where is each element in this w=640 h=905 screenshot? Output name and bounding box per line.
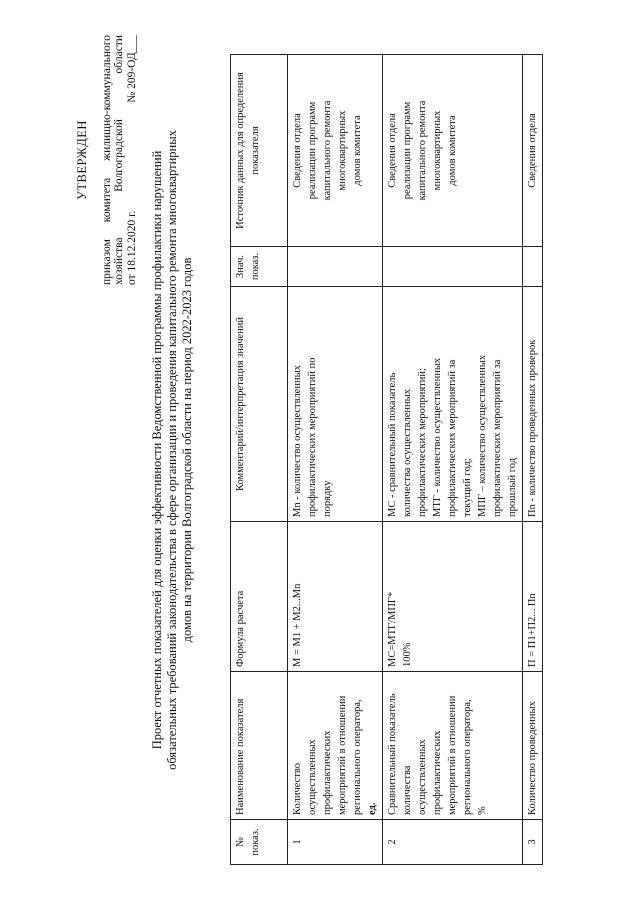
row-comment (383, 287, 523, 522)
cell-line: текущий год; (462, 458, 473, 517)
cell-line: 100% (402, 642, 413, 667)
row-num: 2 (383, 820, 523, 865)
cell-line: Пn - количество проведенных проверок (527, 339, 538, 517)
cell-line: Сведения отдела (292, 113, 303, 188)
header-source: Источник данных для определения показателя (231, 55, 288, 247)
title-line: обязательных требований законодательства в сфере организации и проведения капитального ремонта многоквартирных (165, 130, 179, 770)
cell-line: прошлый год (507, 457, 518, 517)
indicators-table (230, 54, 543, 865)
cell-line: домов комитета (352, 115, 363, 186)
row-formula (383, 522, 523, 672)
row-comment (288, 287, 383, 522)
header-formula: Формула расчета (231, 522, 288, 672)
cell-line: МТГ - количество осуществленных (432, 357, 443, 517)
row-value (383, 247, 523, 287)
cell-line: МПГ – количество осуществленных (477, 354, 488, 517)
cell-line: МС - сравнительный показатель (387, 372, 398, 517)
approval-heading: УТВЕРЖДЕН (75, 120, 89, 200)
cell-line: профилактических мероприятий за (492, 359, 503, 517)
approval-text: Волгоградской (113, 119, 125, 192)
cell-line: регионального оператора, (462, 699, 473, 815)
approval-line-3 (126, 35, 139, 285)
title-line: домов на территории Волгоградской области на период 2022-2023 годов (180, 257, 194, 643)
cell-line: реализации программ (307, 101, 318, 200)
approval-date: от 18.12.2020 г. (125, 210, 138, 285)
approval-block (76, 35, 138, 285)
cell-line: % (477, 806, 488, 815)
row-formula: М = М1 + М2...Мn (288, 522, 383, 672)
table-row (288, 55, 383, 865)
row-value (523, 247, 543, 287)
cell-line: домов комитета (447, 115, 458, 186)
cell-line: профилактических мероприятий по (307, 357, 318, 517)
row-source (288, 55, 383, 247)
cell-line: многоквартирных (337, 110, 348, 191)
cell-line: многоквартирных (432, 110, 443, 191)
header-num: № показ. (231, 820, 288, 865)
approval-text: приказом (100, 239, 113, 285)
approval-text: области (113, 35, 125, 74)
header-value: Знач. показ. (231, 247, 288, 287)
cell-line: мероприятий в отношении (447, 695, 458, 815)
cell-line: капитального ремонта (322, 100, 333, 201)
cell-line: Количество проведенных (527, 701, 538, 815)
header-name: Наименование показателя (231, 672, 288, 820)
row-source (383, 55, 523, 247)
cell-line: профилактических (322, 730, 333, 815)
cell-line: Количество (292, 762, 303, 815)
row-value (288, 247, 383, 287)
approval-line-2 (113, 35, 126, 285)
row-name (288, 672, 383, 820)
row-formula: П = П1+П2... Пn (523, 522, 543, 672)
title-line: Проект отчетных показателей для оценки эффективности Ведомственной программы профилактики нарушений (150, 150, 164, 750)
cell-line: порядку (322, 480, 333, 517)
cell-line: количества осуществленных (402, 389, 413, 517)
cell-line: мероприятий в отношении (337, 695, 348, 815)
cell-line: реализации программ (402, 101, 413, 200)
row-name (523, 672, 543, 820)
cell-line: профилактических (432, 730, 443, 815)
cell-line: осуществленных (307, 739, 318, 815)
cell-unit: ед. (367, 802, 378, 815)
approval-text: жилищно-коммунального (100, 35, 113, 161)
cell-line: профилактических мероприятий за (447, 359, 458, 517)
cell-line: Мn - количество осуществленных (292, 365, 303, 517)
cell-line: количества (402, 765, 413, 815)
header-comment: Комментарий/интерпретация значений (231, 287, 288, 522)
cell-line: профилактических мероприятий; (417, 368, 428, 517)
approval-number: № 209-ОД___ (125, 35, 138, 103)
document-title (150, 15, 195, 885)
row-num: 3 (523, 820, 543, 865)
approval-text: хозяйства (113, 237, 125, 285)
cell-line: осуществленных (417, 739, 428, 815)
cell-line: капитального ремонта (417, 100, 428, 201)
row-source (523, 55, 543, 247)
approval-text: комитета (100, 177, 113, 223)
cell-line: Сравнительный показатель (387, 693, 398, 815)
cell-line: Сведения отдела (527, 113, 538, 188)
row-num: 1 (288, 820, 383, 865)
row-comment (523, 287, 543, 522)
cell-line: Сведения отдела (387, 113, 398, 188)
table-row (383, 55, 523, 865)
cell-line: регионального оператора, (352, 699, 363, 815)
row-name (383, 672, 523, 820)
table-row (523, 55, 543, 865)
cell-line: МС=МТГ/МПГ* (387, 591, 398, 667)
table-header-row (231, 55, 288, 865)
approval-line-1 (101, 35, 114, 285)
